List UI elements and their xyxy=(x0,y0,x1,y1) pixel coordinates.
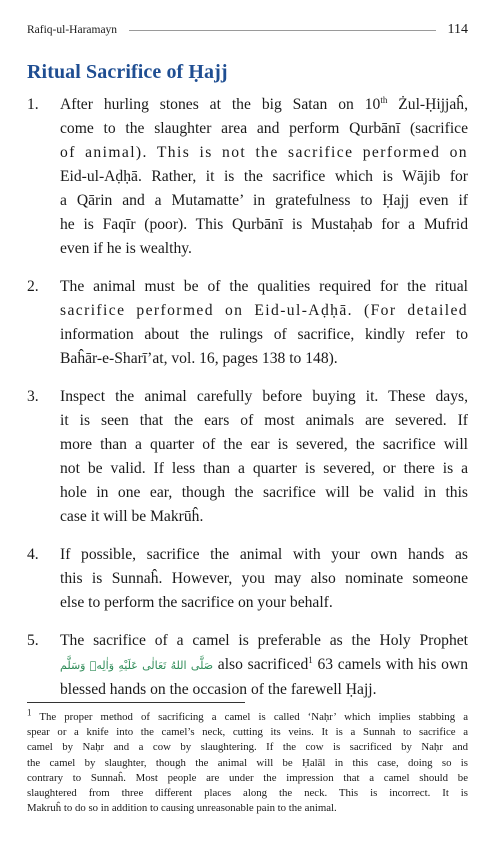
footnote-line: the camel by slaughter, though the animal will be Ḥalāl in this case, doing so is xyxy=(27,756,468,769)
footnote-rule xyxy=(27,702,245,703)
text-line: sacrifice performed on Eid-ul-Aḍḥā. (For detailed xyxy=(60,302,468,319)
text-line: The animal must be of the qualities required for the ritual xyxy=(60,278,468,295)
running-title: Rafiq-ul-Haramayn xyxy=(27,24,118,36)
header-rule xyxy=(129,30,435,31)
text-line: he is Faqīr (poor). This Qurbānī is Mustaḥab for a Mufrid xyxy=(60,216,468,233)
text-line: hole in one ear, though the sacrifice will be valid in this xyxy=(60,484,468,501)
list-item xyxy=(27,275,468,371)
text-line: come to the slaughter area and perform Qurbānī (sacrifice xyxy=(60,120,468,137)
text-line: it is seen that the ears of most animals are severed. If xyxy=(60,412,468,429)
item-number: 2. xyxy=(27,278,39,295)
text-line: The sacrifice of a camel is preferable as the Holy Prophet xyxy=(60,632,468,649)
footnote-line: Makruĥ to do so in addition to causing unreasonable pain to the animal. xyxy=(27,802,337,815)
text-line: this is Sunnaĥ. However, you may also nominate someone xyxy=(60,570,468,587)
item-number: 5. xyxy=(27,632,39,649)
page-number: 114 xyxy=(447,22,468,37)
text-line: information about the rulings of sacrifice, kindly refer to xyxy=(60,326,468,343)
list-item xyxy=(27,385,468,529)
footnote-line: contrary to Sunnaĥ. Most people are under the impression that a camel should be xyxy=(27,771,468,784)
superscript: th xyxy=(380,94,388,105)
list-item xyxy=(27,543,468,615)
item-text xyxy=(60,93,468,261)
numbered-list xyxy=(27,93,468,716)
item-text xyxy=(60,543,468,615)
text-line: else to perform the sacrifice on your behalf. xyxy=(60,594,333,611)
section-title: Ritual Sacrifice of Ḥajj xyxy=(27,61,228,83)
text-line: case it will be Makrūĥ. xyxy=(60,508,204,525)
list-item xyxy=(27,93,468,261)
text-line: more than a quarter of the ear is severed, the sacrifice will xyxy=(60,436,468,453)
footnote-line: slaughtered from three different places along the neck. This is incorrect. It is xyxy=(27,787,468,800)
item-text xyxy=(60,275,468,371)
text-line: Baĥār-e-Sharī’at, vol. 16, pages 138 to 148). xyxy=(60,350,338,367)
text-line: صَلَّى اللهُ تَعَالٰى عَلَيْهِ وَاٰلِهٖ وَسَلَّم also sacrificed$^1$ 63 camels with his own xyxy=(60,654,469,673)
list-item xyxy=(27,629,468,702)
item-number: 3. xyxy=(27,388,39,405)
text-line: even if he is wealthy. xyxy=(60,240,192,257)
footnote-ref: 1 xyxy=(308,654,313,665)
page-header xyxy=(27,20,468,40)
item-text xyxy=(60,385,468,529)
text-line: If possible, sacrifice the animal with your own hands as xyxy=(60,546,468,563)
item-text xyxy=(60,629,468,702)
footnote-line: camel by Naḥr and a cow by slaughtering. If the cow is sacrificed by Naḥr and xyxy=(27,741,468,754)
text-line: Eid-ul-Aḍḥā. Rather, it is the sacrifice which is Wājib for xyxy=(60,168,468,185)
footnote-line: $^1$ The proper method of sacrificing a camel is called ‘Naḥr’ which implies stabbing a xyxy=(27,707,468,723)
footnote-marker: 1 xyxy=(27,707,32,718)
text-line: After hurling stones at the big Satan on 10th Żul-Ḥijjaĥ, xyxy=(60,94,468,113)
arabic-salutation: صَلَّى اللهُ تَعَالٰى عَلَيْهِ وَاٰلِهٖ وَسَلَّم xyxy=(60,659,214,672)
text-line: a Qārin and a Mutamatte’ in gratefulness to Ḥajj even if xyxy=(60,192,468,209)
item-number: 1. xyxy=(27,96,39,113)
text-line: blessed hands on the occasion of the farewell Ḥajj. xyxy=(60,681,377,698)
item-number: 4. xyxy=(27,546,39,563)
text-line: Inspect the animal carefully before buying it. These days, xyxy=(60,388,468,405)
footnote-line: spear or a knife into the camel’s neck, cutting its veins. It is a Sunnah to sacrifice a xyxy=(27,726,468,739)
text-line: of animal). This is not the sacrifice performed on xyxy=(60,144,468,161)
footnote xyxy=(27,707,468,816)
text-line: not be valid. If less than a quarter is severed, or there is a xyxy=(60,460,468,477)
